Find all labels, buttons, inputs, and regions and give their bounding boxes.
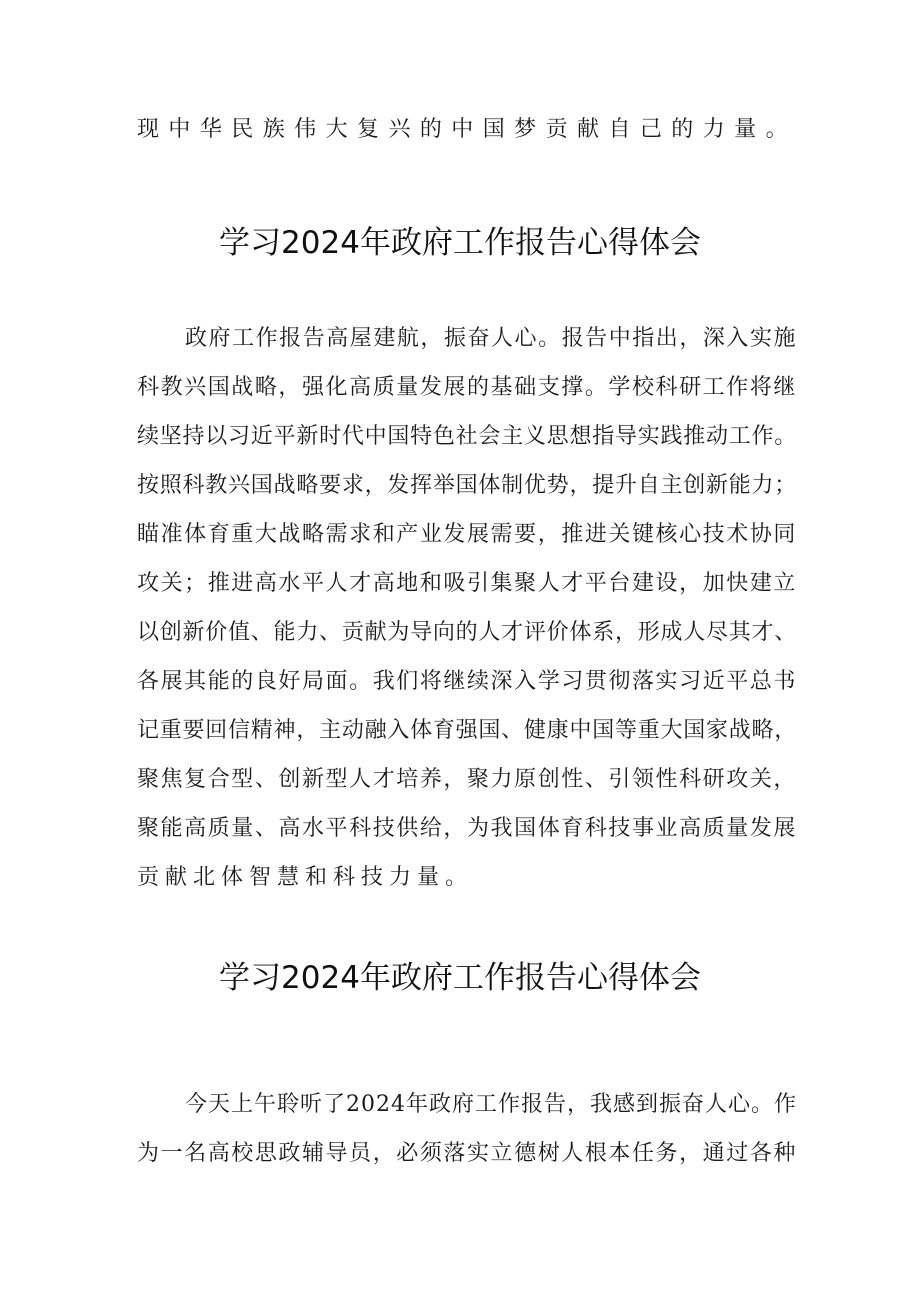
paragraph-line: 攻关；推进高水平人才高地和吸引集聚人才平台建设，加快建立 (137, 571, 797, 596)
paragraph-line: 按照科教兴国战略要求，发挥举国体制优势，提升自主创新能力； (137, 473, 797, 498)
paragraph-line: 聚焦复合型、创新型人才培养，聚力原创性、引领性科研攻关， (137, 767, 797, 792)
paragraph-line: 科教兴国战略，强化高质量发展的基础支撑。学校科研工作将继 (137, 375, 797, 400)
paragraph-line: 瞄准体育重大战略需求和产业发展需要，推进关键核心技术协同 (137, 522, 797, 547)
paragraph-line: 聚能高质量、高水平科技供给，为我国体育科技事业高质量发展 (137, 816, 797, 841)
paragraph-line: 政府工作报告高屋建航，振奋人心。报告中指出，深入实施 (185, 326, 797, 351)
paragraph-line: 为一名高校思政辅导员，必须落实立德树人根本任务，通过各种 (137, 1141, 797, 1166)
paragraph-line: 以创新价值、能力、贡献为导向的人才评价体系，形成人尽其才、 (137, 620, 797, 645)
paragraph-line: 各展其能的良好局面。我们将继续深入学习贯彻落实习近平总书 (137, 669, 797, 694)
paragraph-line: 贡献北体智慧和科技力量。 (137, 865, 474, 890)
section-heading: 学习2024年政府工作报告心得体会 (219, 225, 701, 261)
paragraph-fragment-line: 现中华民族伟大复兴的中国梦贡献自己的力量。 (137, 117, 797, 142)
paragraph-line: 记重要回信精神，主动融入体育强国、健康中国等重大国家战略， (137, 718, 797, 743)
paragraph-line: 续坚持以习近平新时代中国特色社会主义思想指导实践推动工作。 (137, 424, 797, 449)
section-heading: 学习2024年政府工作报告心得体会 (219, 960, 701, 996)
paragraph-line: 今天上午聆听了2024年政府工作报告，我感到振奋人心。作 (185, 1092, 797, 1117)
